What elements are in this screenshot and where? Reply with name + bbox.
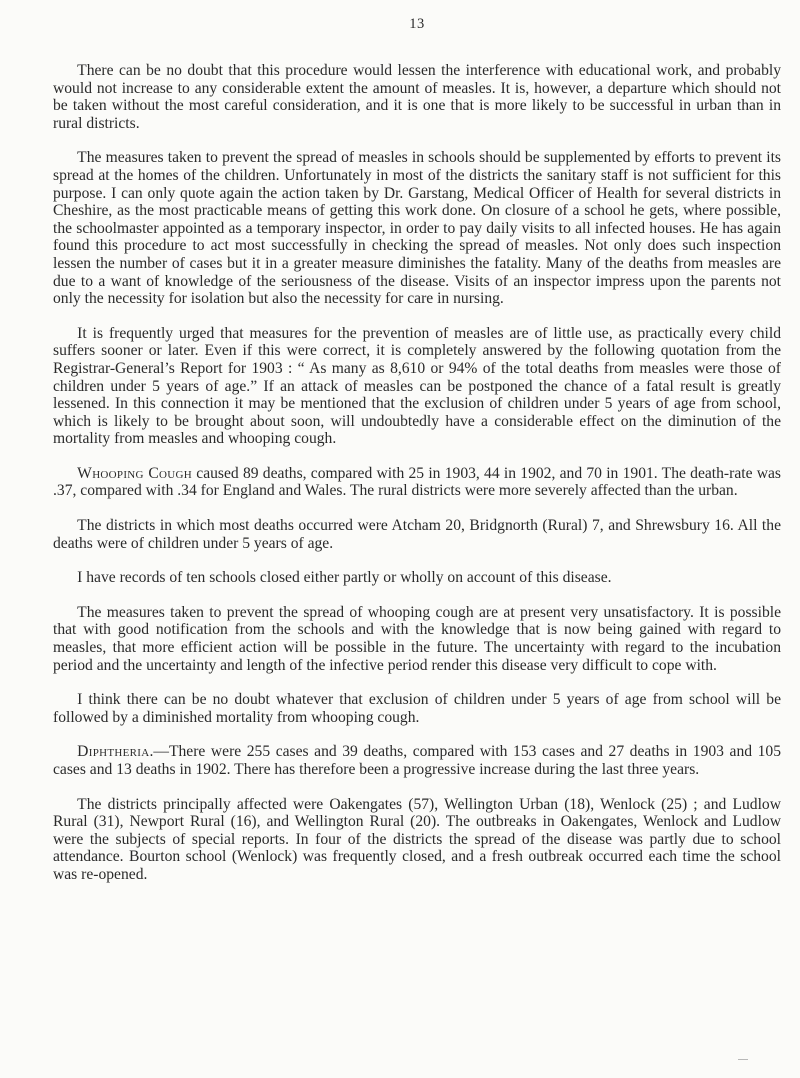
paragraph-measles-procedure	[53, 62, 781, 132]
paragraph-diphtheria	[53, 743, 781, 778]
paragraph-exclusion-children	[53, 691, 781, 726]
paragraph-text: The measures taken to prevent the spread of measles in schools should be supplemented by efforts to prevent its spread at the homes of the children. Unfortunately in most of the districts the sanitary staff is not sufficient for this purpose. I can only quote again the action taken by Dr. Garstang, Medical Officer of Health for several districts in Cheshire, as the most practicable means of getting this work done. On closure of a school he gets, where possible, the schoolmaster appointed as a temporary inspector, in order to pay daily visits to all infected houses. He has again found this procedure to act most successfully in checking the spread of measles. Not only does such inspection lessen the number of cases but it in a greater measure diminishes the fatality. Many of the deaths from measles are due to a want of knowledge of the seriousness of the disease. Visits of an inspector impress upon the parents not only the necessity for isolation but also the necessity for care in nursing.	[53, 149, 781, 308]
paragraph-diphtheria-districts	[53, 796, 781, 884]
paragraph-text: There can be no doubt that this procedure would lessen the interference with educational work, and probably would not increase to any considerable extent the amount of measles. It is, however, a departure which should not be taken without the most careful consideration, and it is one that is more likely to be successful in urban than in rural districts.	[53, 62, 781, 132]
section-heading-diphtheria: Diphtheria	[77, 743, 150, 761]
section-heading-whooping-cough: Whooping Cough	[77, 464, 193, 482]
paragraph-text: .—There were 255 cases and 39 deaths, compared with 153 cases and 27 deaths in 1903 and 105 cases and 13 deaths in 1902. There has therefore been a progressive increase during the last three years.	[53, 743, 781, 778]
page-number: 13	[409, 16, 425, 32]
page-body	[53, 62, 781, 901]
paragraph-measles-prevention	[53, 325, 781, 448]
paragraph-text: caused 89 deaths, compared with 25 in 1903, 44 in 1902, and 70 in 1901. The death-rate was .37, compared with .34 for England and Wales. The rural districts were more severely affected than the urban.	[53, 464, 781, 500]
scan-mark	[738, 1059, 748, 1060]
paragraph-whooping-cough-measures	[53, 604, 781, 674]
paragraph-schools-closed	[53, 569, 781, 587]
paragraph-whooping-cough	[53, 465, 781, 500]
paragraph-text: I think there can be no doubt whatever that exclusion of children under 5 years of age from school will be followed by a diminished mortality from whooping cough.	[53, 691, 781, 726]
paragraph-text: It is frequently urged that measures for the prevention of measles are of little use, as practically every child suffers sooner or later. Even if this were correct, it is completely answered by the following quotation from the Registrar-General’s Report for 1903 : “ As many as 8,610 or 94% of the total deaths from measles were those of children under 5 years of age.” If an attack of measles can be postponed the chance of a fatal result is greatly lessened. In this connection it may be mentioned that the exclusion of children under 5 years of age from school, which is likely to be brought about soon, will undoubtedly have a considerable effect on the diminution of the mortality from measles and whooping cough.	[53, 324, 781, 448]
paragraph-text: The districts principally affected were Oakengates (57), Wellington Urban (18), Wenlock (25) ; and Ludlow Rural (31), Newport Rural (16), and Wellington Rural (20). The outbreaks in Oakengates, Wenlock and Ludlow were the subjects of special reports. In four of the districts the spread of the disease was partly due to school attendance. Bourton school (Wenlock) was frequently closed, and a fresh outbreak occurred each time the school was re-opened.	[53, 795, 781, 883]
paragraph-text: I have records of ten schools closed either partly or wholly on account of this disease.	[77, 569, 612, 587]
paragraph-text: The districts in which most deaths occurred were Atcham 20, Bridgnorth (Rural) 7, and Shrewsbury 16. All the deaths were of children under 5 years of age.	[53, 517, 781, 552]
paragraph-text: The measures taken to prevent the spread of whooping cough are at present very unsatisfactory. It is possible that with good notification from the schools and with the knowledge that is now being gained with regard to measles, that more efficient action will be possible in the future. The uncertainty with regard to the incubation period and the uncertainty and length of the infective period render this disease very difficult to cope with.	[53, 603, 781, 674]
paragraph-measles-home-measures	[53, 149, 781, 307]
paragraph-whooping-cough-districts	[53, 517, 781, 552]
